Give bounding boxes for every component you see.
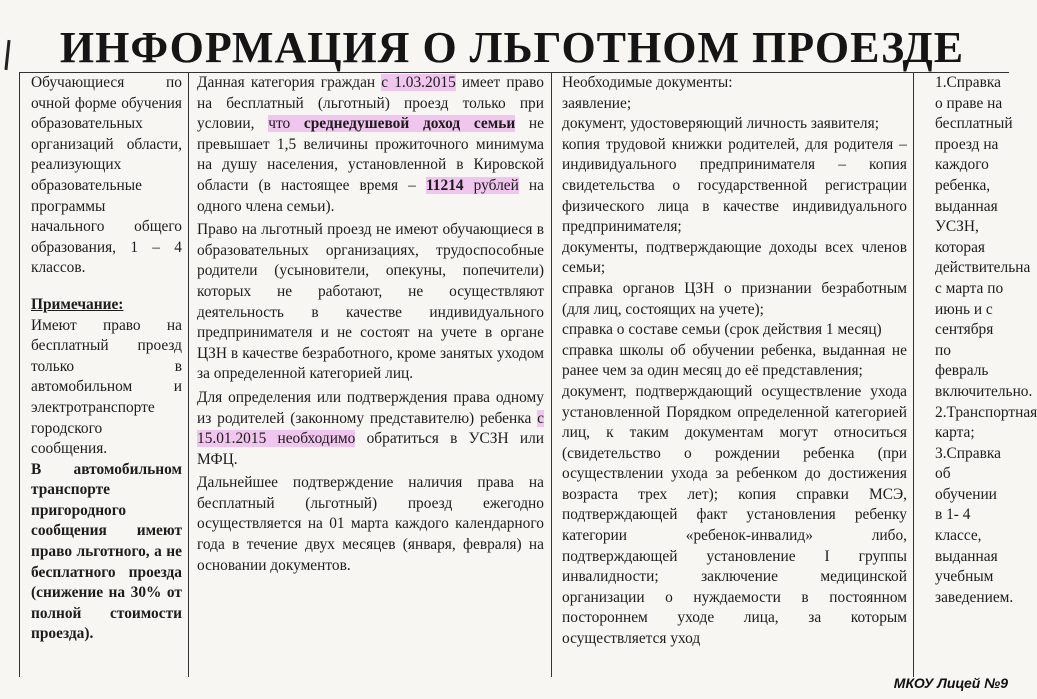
deadline-highlight: с 15.01.2015 необходимо bbox=[197, 409, 544, 448]
column-eligible-category bbox=[20, 73, 189, 677]
document-item: документ, удостоверяющий личность заявителя; bbox=[562, 115, 879, 133]
condition-paragraph-2: Право на льготный проезд не имеют обучающиеся в образовательных организациях, трудоспособные родители (усыновители, опекуны, попечители) которых не работают, не осуществляют деятельность в качестве индивидуального предпринимателя и не состоят на учете в органе ЦЗН в качестве безработного, кроме занятых уходом за определенной категорией лиц. bbox=[197, 221, 544, 383]
document-item: справка органов ЦЗН о признании безработным (для лиц, состоящих на учете); bbox=[562, 279, 907, 318]
result-item: 1.Справка о праве на бесплатный проезд на каждого ребенка, выданная УСЗН, которая действительна с марта по июнь и с сентября по февраль включительно. bbox=[935, 74, 1033, 400]
document-item: справка о составе семьи (срок действия 1 месяц) bbox=[562, 321, 882, 339]
column-conditions bbox=[189, 73, 552, 677]
document-item: документ, подтверждающий осуществление ухода установленной Порядком определенной категорией лиц, к таким документам могут относиться (свидетельство о рождении ребенка (при осуществлении ухода за ребенком до достижения возраста трех лет); копия справки МСЭ, подтверждающей факт установления ребенку категории «ребенок-инвалид» либо, подтверждающей установление I группы инвалидности; заключение медицинской организации о нуждаемости в постоянном постороннем уходе лица, за которым осуществляется уход bbox=[562, 382, 907, 648]
date-highlight: с 1.03.2015 bbox=[381, 74, 456, 91]
footer-school-name: МКОУ Лицей №9 bbox=[893, 675, 1008, 691]
page-title: ИНФОРМАЦИЯ О ЛЬГОТНОМ ПРОЕЗДЕ bbox=[59, 23, 965, 72]
category-description: Обучающиеся по очной форме обучения образовательных организаций области, реализующих образовательные программы начального общего образования, 1 – 4 классов. bbox=[31, 74, 182, 277]
document-item: справка школы об обучении ребенка, выданная не ранее чем за один месяц до её представления; bbox=[562, 341, 907, 380]
column-documents bbox=[552, 73, 914, 677]
condition-paragraph-1: Данная категория граждан с 1.03.2015 имеет право на бесплатный (льготный) проезд только при условии, что среднедушевой доход семьи не превышает 1,5 величины прожиточного минимума на душу населения, установленной в Кировской области (в настоящее время – 11214 рублей на одного члена семьи). bbox=[197, 74, 545, 215]
document-item: заявление; bbox=[562, 94, 632, 112]
result-item: 3.Справка об обучении в 1- 4 классе, выданная учебным заведением. bbox=[935, 444, 1014, 606]
column-result bbox=[914, 73, 1037, 677]
info-table bbox=[19, 72, 1037, 677]
result-item: 2.Транспортная карта; bbox=[935, 403, 1037, 442]
suburban-note: В автомобильном транспорте пригородного сообщения имеют право льготного, а не бесплатного проезда (снижение на 30% от полной стоимости проезда). bbox=[31, 460, 182, 643]
amount-highlight: 11214 рублей bbox=[425, 176, 519, 194]
document-item: копия трудовой книжки родителей, для родителя – индивидуального предпринимателя – копия свидетельства о государственной регистрации физического лица в качестве индивидуального предпринимателя; bbox=[562, 135, 907, 236]
income-highlight: что среднедушевой доход семьи bbox=[268, 115, 516, 133]
note-text: Имеют право на бесплатный проезд только в автомобильном и электротранспорте городского сообщения. bbox=[31, 316, 182, 458]
condition-paragraph-3: Для определения или подтверждения права одному из родителей (законному представителю) ребенка с 15.01.2015 необходимо обратиться в УСЗН или МФЦ. bbox=[197, 388, 544, 468]
condition-paragraph-4: Дальнейшее подтверждение наличия права на бесплатный (льготный) проезд ежегодно осуществляется на 01 марта каждого календарного года в течение двух месяцев (января, февраля) на основании документов. bbox=[197, 474, 544, 574]
note-heading: Примечание: bbox=[31, 295, 124, 313]
documents-heading: Необходимые документы: bbox=[562, 74, 733, 91]
document-item: документы, подтверждающие доходы всех членов семьи; bbox=[562, 238, 907, 277]
